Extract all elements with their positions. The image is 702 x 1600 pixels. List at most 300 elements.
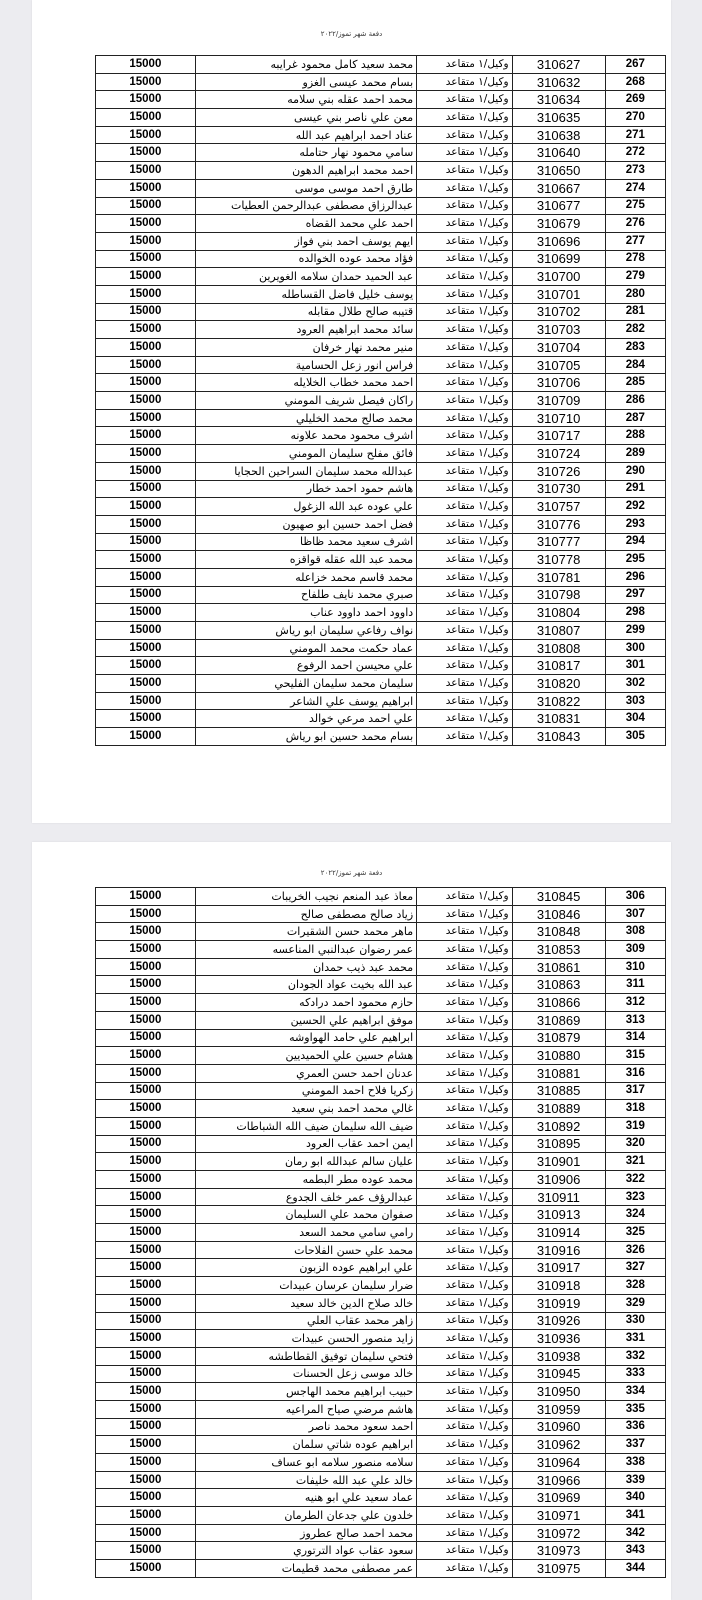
name-cell: صبري محمد نايف طلفاح: [195, 586, 416, 604]
id-code-cell: 310917: [512, 1259, 605, 1277]
rank-cell: وكيل/١ متقاعد: [417, 728, 512, 746]
table-row: [96, 1047, 666, 1065]
id-code-cell: 310964: [512, 1454, 605, 1472]
amount-cell: 15000: [96, 215, 196, 233]
name-cell: سعود عقاب عواد الترتوري: [195, 1542, 416, 1560]
rank-cell: وكيل/١ متقاعد: [417, 409, 512, 427]
rank-cell: وكيل/١ متقاعد: [417, 268, 512, 286]
id-code-cell: 310627: [512, 56, 605, 74]
table-row: [96, 1082, 666, 1100]
table-row: [96, 1365, 666, 1383]
amount-cell: 15000: [96, 126, 196, 144]
table-row: [96, 321, 666, 339]
table-row: [96, 232, 666, 250]
id-code-cell: 310638: [512, 126, 605, 144]
id-code-cell: 310962: [512, 1436, 605, 1454]
rank-cell: وكيل/١ متقاعد: [417, 250, 512, 268]
rank-cell: وكيل/١ متقاعد: [417, 1436, 512, 1454]
table-row: [96, 675, 666, 693]
name-cell: عماد سعيد علي ابو هنيه: [195, 1489, 416, 1507]
rank-cell: وكيل/١ متقاعد: [417, 179, 512, 197]
rank-cell: وكيل/١ متقاعد: [417, 1489, 512, 1507]
table-row: [96, 568, 666, 586]
id-code-cell: 310777: [512, 533, 605, 551]
rank-cell: وكيل/١ متقاعد: [417, 1507, 512, 1525]
amount-cell: 15000: [96, 710, 196, 728]
amount-cell: 15000: [96, 923, 196, 941]
name-cell: يوسف خليل فاضل القساطله: [195, 285, 416, 303]
row-number-cell: 321: [605, 1153, 665, 1171]
row-number-cell: 316: [605, 1064, 665, 1082]
amount-cell: 15000: [96, 73, 196, 91]
rank-cell: وكيل/١ متقاعد: [417, 1029, 512, 1047]
row-number-cell: 338: [605, 1454, 665, 1472]
amount-cell: 15000: [96, 958, 196, 976]
row-number-cell: 298: [605, 604, 665, 622]
row-number-cell: 277: [605, 232, 665, 250]
name-cell: عبدالرزاق مصطفى عبدالرحمن العطيات: [195, 197, 416, 215]
rank-cell: وكيل/١ متقاعد: [417, 1082, 512, 1100]
rank-cell: وكيل/١ متقاعد: [417, 144, 512, 162]
table-row: [96, 1135, 666, 1153]
row-number-cell: 299: [605, 622, 665, 640]
amount-cell: 15000: [96, 1489, 196, 1507]
amount-cell: 15000: [96, 1560, 196, 1578]
id-code-cell: 310696: [512, 232, 605, 250]
table-row: [96, 1383, 666, 1401]
id-code-cell: 310919: [512, 1294, 605, 1312]
table-row: [96, 1400, 666, 1418]
rank-cell: وكيل/١ متقاعد: [417, 1277, 512, 1295]
table-row: [96, 1347, 666, 1365]
id-code-cell: 310808: [512, 639, 605, 657]
name-cell: عبدالله محمد سليمان السراحين الحجايا: [195, 462, 416, 480]
id-code-cell: 310853: [512, 941, 605, 959]
rank-cell: وكيل/١ متقاعد: [417, 126, 512, 144]
id-code-cell: 310848: [512, 923, 605, 941]
id-code-cell: 310798: [512, 586, 605, 604]
amount-cell: 15000: [96, 462, 196, 480]
rank-cell: وكيل/١ متقاعد: [417, 1259, 512, 1277]
rank-cell: وكيل/١ متقاعد: [417, 622, 512, 640]
row-number-cell: 342: [605, 1524, 665, 1542]
table-row: [96, 250, 666, 268]
row-number-cell: 296: [605, 568, 665, 586]
id-code-cell: 310726: [512, 462, 605, 480]
table-row: [96, 1100, 666, 1118]
amount-cell: 15000: [96, 888, 196, 906]
amount-cell: 15000: [96, 1347, 196, 1365]
name-cell: نواف رفاعي سليمان ابو رياش: [195, 622, 416, 640]
row-number-cell: 303: [605, 692, 665, 710]
amount-cell: 15000: [96, 551, 196, 569]
name-cell: علي عوده عبد الله الزغول: [195, 498, 416, 516]
id-code-cell: 310960: [512, 1418, 605, 1436]
row-number-cell: 294: [605, 533, 665, 551]
name-cell: داوود احمد داوود عناب: [195, 604, 416, 622]
table-row: [96, 941, 666, 959]
name-cell: حازم محمود احمد درادكه: [195, 994, 416, 1012]
row-number-cell: 311: [605, 976, 665, 994]
rank-cell: وكيل/١ متقاعد: [417, 285, 512, 303]
id-code-cell: 310895: [512, 1135, 605, 1153]
rank-cell: وكيل/١ متقاعد: [417, 73, 512, 91]
rank-cell: وكيل/١ متقاعد: [417, 1542, 512, 1560]
table-row: [96, 533, 666, 551]
rank-cell: وكيل/١ متقاعد: [417, 923, 512, 941]
table-row: [96, 498, 666, 516]
id-code-cell: 310973: [512, 1542, 605, 1560]
rank-cell: وكيل/١ متقاعد: [417, 1153, 512, 1171]
id-code-cell: 310717: [512, 427, 605, 445]
amount-cell: 15000: [96, 1100, 196, 1118]
amount-cell: 15000: [96, 109, 196, 127]
row-number-cell: 330: [605, 1312, 665, 1330]
rank-cell: وكيل/١ متقاعد: [417, 162, 512, 180]
name-cell: خالد علي عبد الله خليفات: [195, 1471, 416, 1489]
amount-cell: 15000: [96, 162, 196, 180]
rank-cell: وكيل/١ متقاعد: [417, 1188, 512, 1206]
name-cell: رامي سامي محمد السعد: [195, 1224, 416, 1242]
name-cell: ابراهيم يوسف علي الشاعر: [195, 692, 416, 710]
row-number-cell: 309: [605, 941, 665, 959]
amount-cell: 15000: [96, 285, 196, 303]
table-row: [96, 480, 666, 498]
name-cell: صفوان محمد علي السليمان: [195, 1206, 416, 1224]
table-row: [96, 162, 666, 180]
name-cell: زاهر محمد عقاب العلي: [195, 1312, 416, 1330]
rank-cell: وكيل/١ متقاعد: [417, 1312, 512, 1330]
id-code-cell: 310906: [512, 1171, 605, 1189]
amount-cell: 15000: [96, 1029, 196, 1047]
row-number-cell: 312: [605, 994, 665, 1012]
rank-cell: وكيل/١ متقاعد: [417, 958, 512, 976]
row-number-cell: 286: [605, 392, 665, 410]
table-row: [96, 73, 666, 91]
row-number-cell: 341: [605, 1507, 665, 1525]
name-cell: ماهر محمد حسن الشقيرات: [195, 923, 416, 941]
id-code-cell: 310846: [512, 905, 605, 923]
amount-cell: 15000: [96, 994, 196, 1012]
id-code-cell: 310926: [512, 1312, 605, 1330]
amount-cell: 15000: [96, 1436, 196, 1454]
amount-cell: 15000: [96, 268, 196, 286]
rank-cell: وكيل/١ متقاعد: [417, 692, 512, 710]
name-cell: احمد علي محمد القضاه: [195, 215, 416, 233]
amount-cell: 15000: [96, 515, 196, 533]
row-number-cell: 271: [605, 126, 665, 144]
row-number-cell: 327: [605, 1259, 665, 1277]
table-row: [96, 409, 666, 427]
table-row: [96, 976, 666, 994]
table-row: [96, 1171, 666, 1189]
id-code-cell: 310632: [512, 73, 605, 91]
name-cell: بسام محمد عيسى الغزو: [195, 73, 416, 91]
id-code-cell: 310945: [512, 1365, 605, 1383]
row-number-cell: 290: [605, 462, 665, 480]
amount-cell: 15000: [96, 1153, 196, 1171]
name-cell: احمد محمد ابراهيم الدهون: [195, 162, 416, 180]
amount-cell: 15000: [96, 622, 196, 640]
row-number-cell: 340: [605, 1489, 665, 1507]
row-number-cell: 306: [605, 888, 665, 906]
name-cell: محمد عبد الله عقله قواقزه: [195, 551, 416, 569]
name-cell: زكريا فلاح احمد المومني: [195, 1082, 416, 1100]
document-page-2: [32, 842, 671, 1600]
table-row: [96, 1560, 666, 1578]
rank-cell: وكيل/١ متقاعد: [417, 427, 512, 445]
rank-cell: وكيل/١ متقاعد: [417, 1471, 512, 1489]
name-cell: سلامه منصور سلامه ابو عساف: [195, 1454, 416, 1472]
amount-cell: 15000: [96, 728, 196, 746]
id-code-cell: 310702: [512, 303, 605, 321]
name-cell: اشرف سعيد محمد ظاظا: [195, 533, 416, 551]
row-number-cell: 268: [605, 73, 665, 91]
row-number-cell: 287: [605, 409, 665, 427]
id-code-cell: 310866: [512, 994, 605, 1012]
amount-cell: 15000: [96, 480, 196, 498]
row-number-cell: 273: [605, 162, 665, 180]
roster-table: [95, 55, 666, 746]
name-cell: محمد احمد صالح عطروز: [195, 1524, 416, 1542]
row-number-cell: 328: [605, 1277, 665, 1295]
name-cell: محمد صالح محمد الخليلي: [195, 409, 416, 427]
name-cell: طارق احمد موسى موسى: [195, 179, 416, 197]
table-row: [96, 197, 666, 215]
amount-cell: 15000: [96, 639, 196, 657]
amount-cell: 15000: [96, 675, 196, 693]
rank-cell: وكيل/١ متقاعد: [417, 215, 512, 233]
name-cell: محمد سعيد كامل محمود غرايبه: [195, 56, 416, 74]
name-cell: اشرف محمود محمد علاونه: [195, 427, 416, 445]
table-row: [96, 1011, 666, 1029]
row-number-cell: 310: [605, 958, 665, 976]
id-code-cell: 310911: [512, 1188, 605, 1206]
id-code-cell: 310843: [512, 728, 605, 746]
table-row: [96, 427, 666, 445]
table-row: [96, 586, 666, 604]
table-row: [96, 905, 666, 923]
rank-cell: وكيل/١ متقاعد: [417, 586, 512, 604]
name-cell: زايد منصور الحسن عبيدات: [195, 1330, 416, 1348]
name-cell: عدنان احمد حسن العمري: [195, 1064, 416, 1082]
name-cell: ايمن احمد عقاب العرود: [195, 1135, 416, 1153]
amount-cell: 15000: [96, 250, 196, 268]
id-code-cell: 310709: [512, 392, 605, 410]
rank-cell: وكيل/١ متقاعد: [417, 91, 512, 109]
amount-cell: 15000: [96, 1365, 196, 1383]
name-cell: عبدالرؤف عمر خلف الجدوع: [195, 1188, 416, 1206]
name-cell: فراس انور زعل الحسامية: [195, 356, 416, 374]
table-row: [96, 1259, 666, 1277]
rank-cell: وكيل/١ متقاعد: [417, 109, 512, 127]
name-cell: علي ابراهيم عوده الزبون: [195, 1259, 416, 1277]
rank-cell: وكيل/١ متقاعد: [417, 1418, 512, 1436]
rank-cell: وكيل/١ متقاعد: [417, 604, 512, 622]
amount-cell: 15000: [96, 339, 196, 357]
id-code-cell: 310634: [512, 91, 605, 109]
id-code-cell: 310679: [512, 215, 605, 233]
row-number-cell: 336: [605, 1418, 665, 1436]
rank-cell: وكيل/١ متقاعد: [417, 1171, 512, 1189]
row-number-cell: 278: [605, 250, 665, 268]
name-cell: هشام حسين علي الحميديين: [195, 1047, 416, 1065]
table-row: [96, 923, 666, 941]
id-code-cell: 310869: [512, 1011, 605, 1029]
id-code-cell: 310776: [512, 515, 605, 533]
table-row: [96, 303, 666, 321]
table-row: [96, 179, 666, 197]
id-code-cell: 310901: [512, 1153, 605, 1171]
amount-cell: 15000: [96, 692, 196, 710]
rank-cell: وكيل/١ متقاعد: [417, 1047, 512, 1065]
rank-cell: وكيل/١ متقاعد: [417, 356, 512, 374]
id-code-cell: 310971: [512, 1507, 605, 1525]
amount-cell: 15000: [96, 1454, 196, 1472]
amount-cell: 15000: [96, 1330, 196, 1348]
name-cell: احمد محمد خطاب الخلايله: [195, 374, 416, 392]
id-code-cell: 310845: [512, 888, 605, 906]
rank-cell: وكيل/١ متقاعد: [417, 1330, 512, 1348]
table-row: [96, 215, 666, 233]
name-cell: محمد قاسم محمد خزاعله: [195, 568, 416, 586]
id-code-cell: 310975: [512, 1560, 605, 1578]
id-code-cell: 310804: [512, 604, 605, 622]
row-number-cell: 291: [605, 480, 665, 498]
table-row: [96, 1436, 666, 1454]
name-cell: ضرار سليمان عرسان عبيدات: [195, 1277, 416, 1295]
row-number-cell: 329: [605, 1294, 665, 1312]
row-number-cell: 315: [605, 1047, 665, 1065]
id-code-cell: 310650: [512, 162, 605, 180]
name-cell: محمد عوده مطر البطمه: [195, 1171, 416, 1189]
name-cell: عمر مصطفى محمد قطيمات: [195, 1560, 416, 1578]
amount-cell: 15000: [96, 144, 196, 162]
id-code-cell: 310703: [512, 321, 605, 339]
id-code-cell: 310704: [512, 339, 605, 357]
name-cell: قتيبه صالح طلال مقابله: [195, 303, 416, 321]
table-row: [96, 692, 666, 710]
row-number-cell: 325: [605, 1224, 665, 1242]
name-cell: حبيب ابراهيم محمد الهاجس: [195, 1383, 416, 1401]
amount-cell: 15000: [96, 1188, 196, 1206]
id-code-cell: 310959: [512, 1400, 605, 1418]
rank-cell: وكيل/١ متقاعد: [417, 1064, 512, 1082]
id-code-cell: 310914: [512, 1224, 605, 1242]
name-cell: موفق ابراهيم علي الحسين: [195, 1011, 416, 1029]
id-code-cell: 310667: [512, 179, 605, 197]
row-number-cell: 281: [605, 303, 665, 321]
rank-cell: وكيل/١ متقاعد: [417, 1347, 512, 1365]
name-cell: خلدون علي جدعان الطرمان: [195, 1507, 416, 1525]
amount-cell: 15000: [96, 356, 196, 374]
table-row: [96, 1294, 666, 1312]
id-code-cell: 310969: [512, 1489, 605, 1507]
rank-cell: وكيل/١ متقاعد: [417, 515, 512, 533]
amount-cell: 15000: [96, 374, 196, 392]
table-row: [96, 126, 666, 144]
id-code-cell: 310822: [512, 692, 605, 710]
row-number-cell: 305: [605, 728, 665, 746]
name-cell: معاذ عبد المنعم نجيب الخريبات: [195, 888, 416, 906]
name-cell: علي محيسن احمد الرفوع: [195, 657, 416, 675]
id-code-cell: 310820: [512, 675, 605, 693]
name-cell: علي احمد مرعي خوالد: [195, 710, 416, 728]
name-cell: معن علي ناصر بني عيسى: [195, 109, 416, 127]
rank-cell: وكيل/١ متقاعد: [417, 462, 512, 480]
name-cell: عليان سالم عبدالله ابو رمان: [195, 1153, 416, 1171]
row-number-cell: 275: [605, 197, 665, 215]
document-page-1: [32, 0, 671, 823]
amount-cell: 15000: [96, 1312, 196, 1330]
row-number-cell: 292: [605, 498, 665, 516]
rank-cell: وكيل/١ متقاعد: [417, 374, 512, 392]
table-row: [96, 994, 666, 1012]
rank-cell: وكيل/١ متقاعد: [417, 1454, 512, 1472]
table-row: [96, 1277, 666, 1295]
name-cell: ايهم يوسف احمد بني فواز: [195, 232, 416, 250]
table-row: [96, 392, 666, 410]
amount-cell: 15000: [96, 568, 196, 586]
amount-cell: 15000: [96, 197, 196, 215]
id-code-cell: 310705: [512, 356, 605, 374]
amount-cell: 15000: [96, 409, 196, 427]
name-cell: هاشم حمود احمد خطار: [195, 480, 416, 498]
row-number-cell: 339: [605, 1471, 665, 1489]
id-code-cell: 310863: [512, 976, 605, 994]
name-cell: عبد الله بخيت عواد الجودان: [195, 976, 416, 994]
row-number-cell: 317: [605, 1082, 665, 1100]
rank-cell: وكيل/١ متقاعد: [417, 1224, 512, 1242]
row-number-cell: 324: [605, 1206, 665, 1224]
table-row: [96, 1489, 666, 1507]
rank-cell: وكيل/١ متقاعد: [417, 321, 512, 339]
page-caption: دفعة شهر تموز/٢٠٢٢: [320, 869, 383, 877]
amount-cell: 15000: [96, 498, 196, 516]
table-row: [96, 728, 666, 746]
row-number-cell: 308: [605, 923, 665, 941]
amount-cell: 15000: [96, 604, 196, 622]
table-row: [96, 1241, 666, 1259]
table-row: [96, 1471, 666, 1489]
id-code-cell: 310635: [512, 109, 605, 127]
id-code-cell: 310706: [512, 374, 605, 392]
name-cell: هاشم مرضي صياح المراعيه: [195, 1400, 416, 1418]
table-row: [96, 657, 666, 675]
row-number-cell: 313: [605, 1011, 665, 1029]
rank-cell: وكيل/١ متقاعد: [417, 905, 512, 923]
name-cell: منير محمد نهار خرفان: [195, 339, 416, 357]
amount-cell: 15000: [96, 657, 196, 675]
amount-cell: 15000: [96, 91, 196, 109]
amount-cell: 15000: [96, 533, 196, 551]
name-cell: بسام محمد حسين ابو رياش: [195, 728, 416, 746]
rank-cell: وكيل/١ متقاعد: [417, 1524, 512, 1542]
row-number-cell: 302: [605, 675, 665, 693]
table-row: [96, 339, 666, 357]
row-number-cell: 322: [605, 1171, 665, 1189]
rank-cell: وكيل/١ متقاعد: [417, 339, 512, 357]
id-code-cell: 310913: [512, 1206, 605, 1224]
table-row: [96, 374, 666, 392]
row-number-cell: 337: [605, 1436, 665, 1454]
table-row: [96, 1064, 666, 1082]
name-cell: ضيف الله سليمان ضيف الله الشباطات: [195, 1117, 416, 1135]
row-number-cell: 285: [605, 374, 665, 392]
row-number-cell: 314: [605, 1029, 665, 1047]
row-number-cell: 335: [605, 1400, 665, 1418]
row-number-cell: 282: [605, 321, 665, 339]
